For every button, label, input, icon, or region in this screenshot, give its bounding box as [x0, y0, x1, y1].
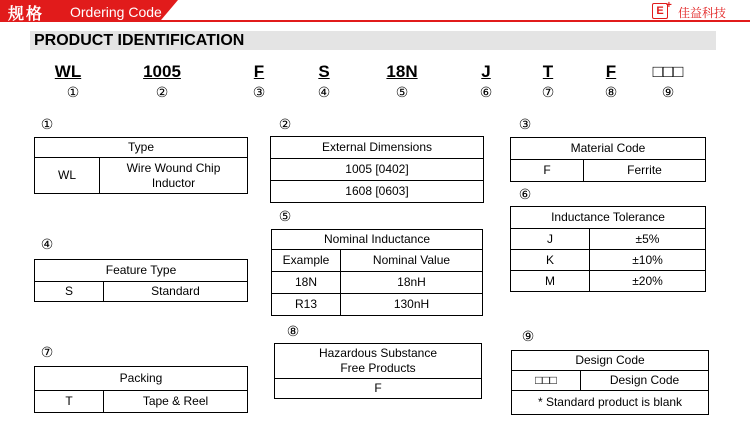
feature-table-number: ④ — [40, 236, 54, 252]
hazard-title-line2: Free Products — [340, 361, 416, 375]
code-num-7: ⑦ — [541, 84, 555, 100]
hazard-table — [274, 343, 482, 399]
design-table — [511, 350, 709, 415]
code-part-type: WL — [54, 62, 82, 81]
inductance-example: R13 — [272, 294, 341, 316]
code-num-8: ⑧ — [604, 84, 618, 100]
code-num-2: ② — [155, 84, 169, 100]
hazard-code: F — [275, 379, 482, 399]
code-part-dimensions: 1005 — [143, 62, 181, 81]
feature-code: S — [35, 282, 104, 302]
code-num-5: ⑤ — [395, 84, 409, 100]
header-title-en: Ordering Code — [70, 4, 162, 20]
inductance-table-number: ⑤ — [278, 208, 292, 224]
design-desc: Design Code — [581, 371, 709, 391]
material-desc: Ferrite — [584, 160, 706, 182]
dimensions-table — [270, 136, 484, 203]
packing-table-number: ⑦ — [40, 344, 54, 360]
design-note: * Standard product is blank — [512, 391, 709, 415]
code-part-packing: T — [542, 62, 554, 81]
hazard-table-number: ⑧ — [286, 323, 300, 339]
code-num-3: ③ — [252, 84, 266, 100]
type-table — [34, 137, 248, 194]
feature-table — [34, 259, 248, 302]
type-code: WL — [35, 158, 100, 194]
design-code: □□□ — [512, 371, 581, 391]
type-table-title: Type — [35, 138, 248, 158]
code-num-9: ⑨ — [661, 84, 675, 100]
inductance-table-title: Nominal Inductance — [272, 230, 483, 250]
tolerance-value: ±5% — [590, 229, 706, 250]
hazard-title-line1: Hazardous Substance — [318, 346, 438, 360]
inductance-value: 130nH — [341, 294, 483, 316]
hazard-table-title — [275, 344, 482, 379]
design-table-number: ⑨ — [521, 328, 535, 344]
inductance-example: 18N — [272, 272, 341, 294]
code-num-6: ⑥ — [479, 84, 493, 100]
type-desc — [100, 158, 248, 194]
header-title-cn: 规格 — [8, 6, 45, 23]
packing-table — [34, 366, 248, 413]
tolerance-code: M — [511, 271, 590, 292]
code-part-design: □□□ — [652, 62, 684, 81]
code-part-tolerance: J — [481, 62, 491, 81]
feature-table-title: Feature Type — [35, 260, 248, 282]
tolerance-table-title: Inductance Tolerance — [511, 207, 706, 229]
code-part-hazard: F — [605, 62, 617, 81]
packing-code: T — [35, 391, 104, 413]
dimensions-row: 1005 [0402] — [271, 159, 484, 181]
code-part-feature: S — [318, 62, 330, 81]
type-desc-line1: Wire Wound Chip — [126, 160, 221, 175]
feature-desc: Standard — [104, 282, 248, 302]
type-table-number: ① — [40, 116, 54, 132]
inductance-table — [271, 229, 483, 316]
tolerance-value: ±10% — [590, 250, 706, 271]
type-desc-line2: Inductor — [151, 175, 196, 190]
inductance-col-value: Nominal Value — [341, 250, 483, 272]
tolerance-code: K — [511, 250, 590, 271]
material-table-number: ③ — [518, 116, 532, 132]
design-table-title: Design Code — [512, 351, 709, 371]
tolerance-table — [510, 206, 706, 292]
tolerance-value: ±20% — [590, 271, 706, 292]
inductance-value: 18nH — [341, 272, 483, 294]
tolerance-code: J — [511, 229, 590, 250]
code-part-inductance: 18N — [386, 62, 418, 81]
dimensions-table-number: ② — [278, 116, 292, 132]
section-title: PRODUCT IDENTIFICATION — [34, 32, 245, 49]
packing-table-title: Packing — [35, 367, 248, 391]
dimensions-table-title: External Dimensions — [271, 137, 484, 159]
material-code: F — [511, 160, 584, 182]
tolerance-table-number: ⑥ — [518, 186, 532, 202]
material-table-title: Material Code — [511, 138, 706, 160]
code-num-1: ① — [66, 84, 80, 100]
code-part-material: F — [253, 62, 265, 81]
packing-desc: Tape & Reel — [104, 391, 248, 413]
header-bar — [0, 0, 750, 22]
inductance-col-example: Example — [272, 250, 341, 272]
brand-logo-icon: E — [652, 3, 668, 19]
brand-name: 佳益科技 — [678, 6, 727, 20]
logo-plus-icon: + — [666, 0, 672, 11]
dimensions-row: 1608 [0603] — [271, 181, 484, 203]
code-num-4: ④ — [317, 84, 331, 100]
material-table — [510, 137, 706, 182]
header-red-line — [0, 20, 750, 22]
